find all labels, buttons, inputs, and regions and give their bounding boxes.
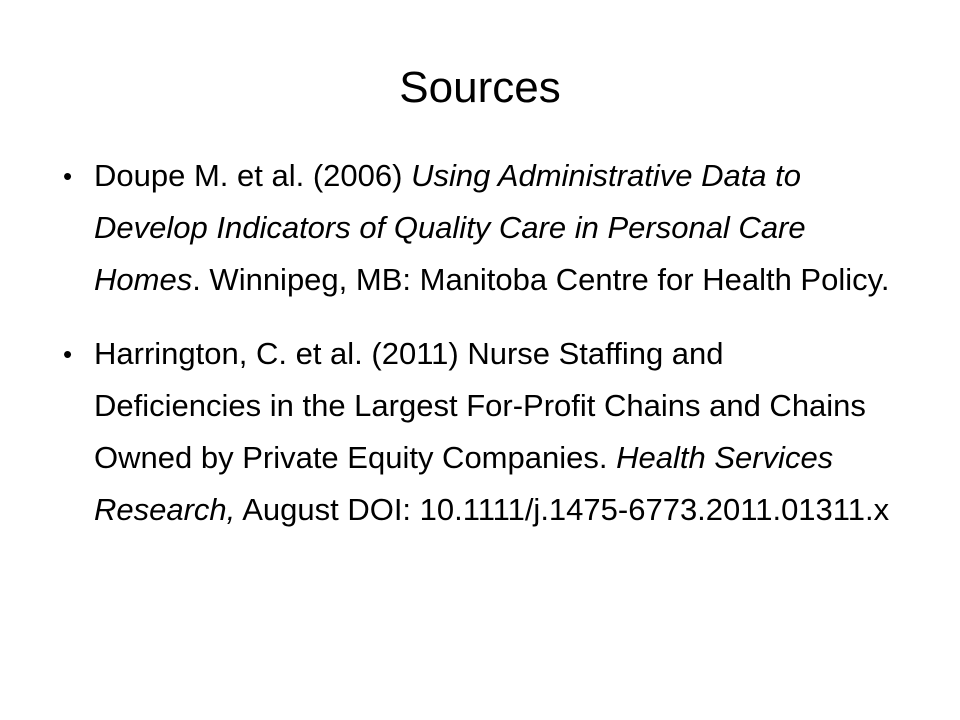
citation-text: August DOI: 10.1111/j.1475-6773.2011.01311.x — [235, 492, 890, 527]
citation-title: Using Administrative Data to Develop Indicators of Quality Care in Personal Care Homes — [94, 158, 806, 297]
bullet-icon: • — [63, 339, 73, 369]
citation-text: Harrington, C. et al. (2011) Nurse Staffing and Deficiencies in the Largest For-Profit Chains and Chains Owned by Private Equity Companies. — [94, 336, 866, 475]
slide-title: Sources — [399, 63, 561, 112]
citation-text: . Winnipeg, MB: Manitoba Centre for Health Policy. — [192, 262, 890, 297]
bullet-icon: • — [63, 161, 73, 191]
sources-list — [63, 150, 894, 558]
citation-text: Doupe M. et al. (2006) — [94, 158, 412, 193]
citation-journal: Health Services Research, — [94, 440, 834, 527]
source-item-harrington — [63, 328, 894, 536]
source-item-doupe — [63, 150, 894, 306]
